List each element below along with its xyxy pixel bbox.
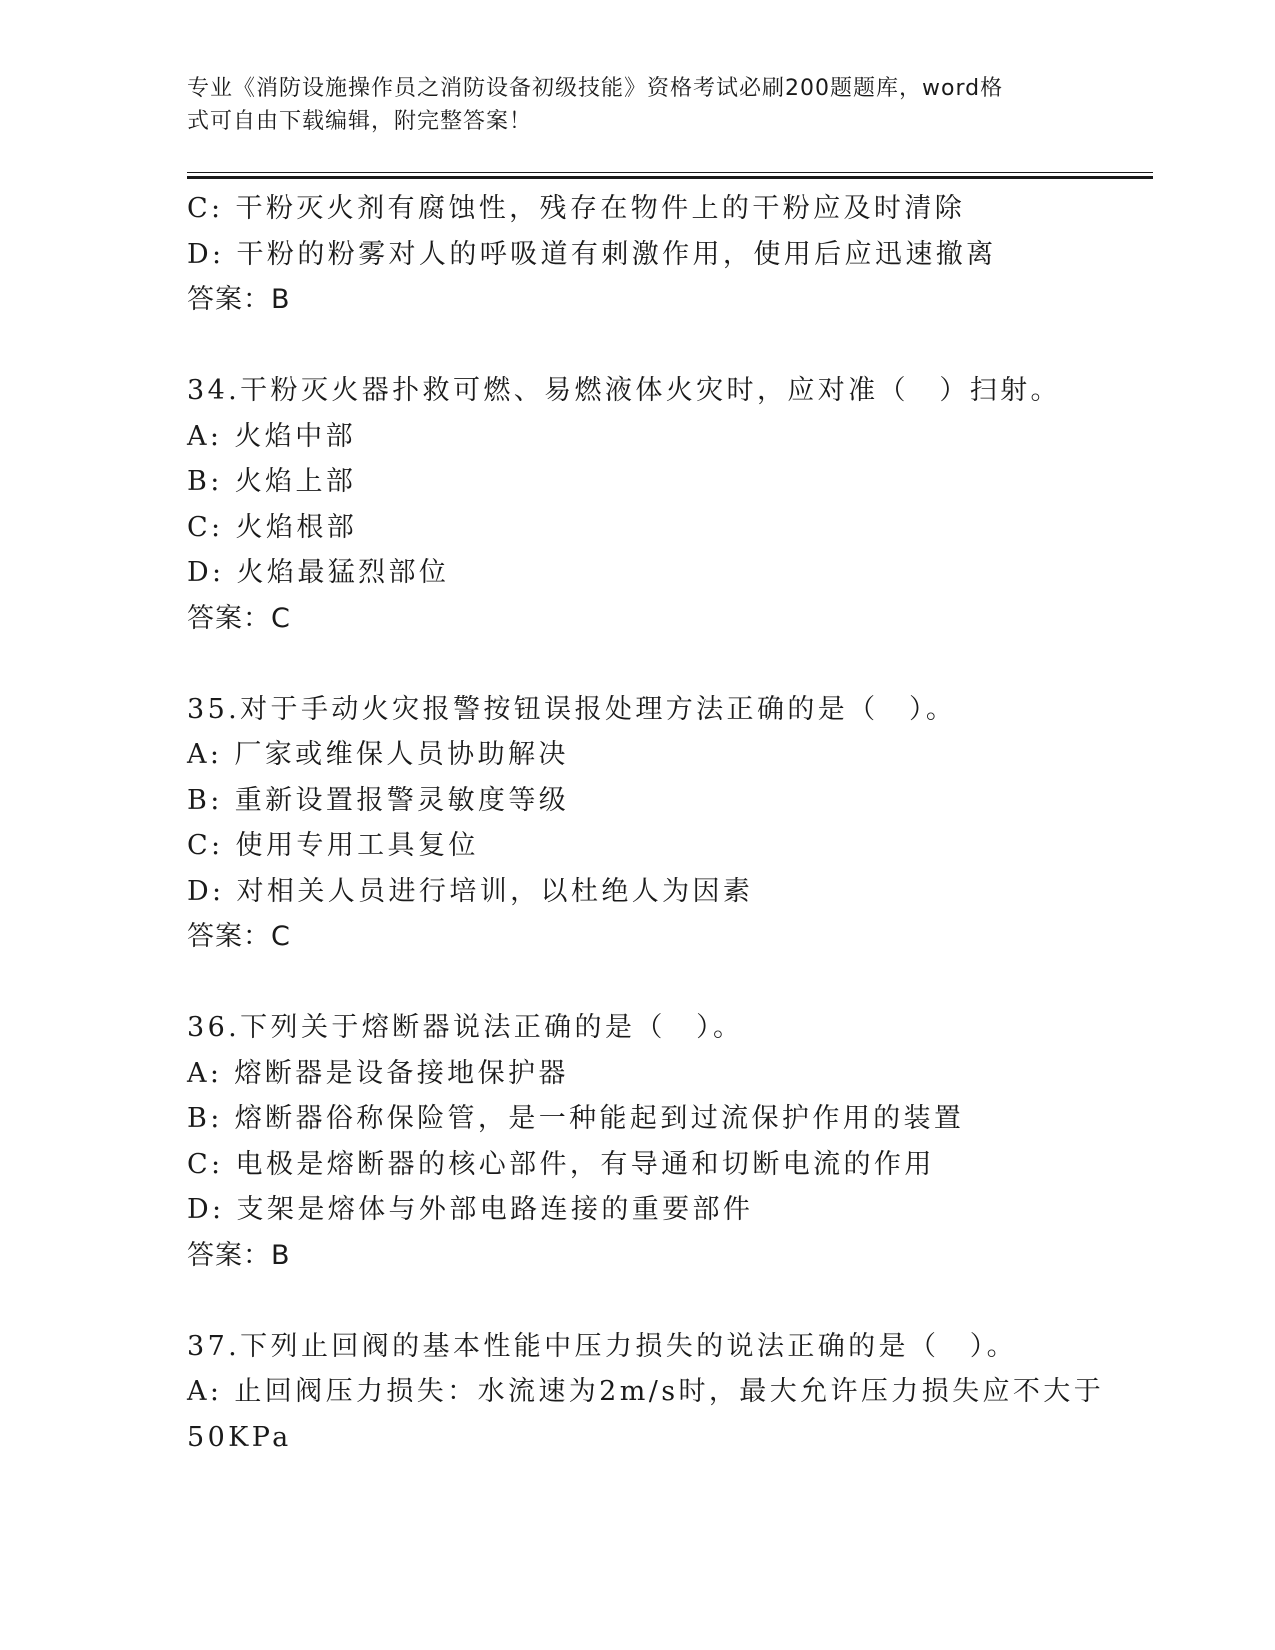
option-c: C: 干粉灭火剂有腐蚀性，残存在物件上的干粉应及时清除 — [187, 193, 966, 224]
header-divider-thin — [187, 172, 1153, 173]
prev-question-block — [187, 186, 1087, 323]
question-list — [187, 186, 1105, 1460]
question-stem: 34.干粉灭火器扑救可燃、易燃液体火灾时，应对准（ ）扫射。 — [187, 375, 1061, 406]
option-a-continuation: 50KPa — [187, 1421, 292, 1453]
question-36 — [187, 1005, 1087, 1278]
option-d: D: 支架是熔体与外部电路连接的重要部件 — [187, 1194, 754, 1225]
option-a: A: 止回阀压力损失：水流速为2m/s时，最大允许压力损失应不大于 — [187, 1376, 1105, 1407]
question-stem: 36.下列关于熔断器说法正确的是（ ）。 — [187, 1012, 744, 1043]
option-b: B: 熔断器俗称保险管，是一种能起到过流保护作用的装置 — [187, 1103, 965, 1134]
option-b: B: 重新设置报警灵敏度等级 — [187, 784, 570, 816]
question-stem: 35.对于手动火灾报警按钮误报处理方法正确的是（ ）。 — [187, 693, 957, 725]
answer-label: 答案：B — [187, 1239, 291, 1271]
option-d: D: 干粉的粉雾对人的呼吸道有刺激作用，使用后应迅速撤离 — [187, 238, 997, 270]
question-stem: 37.下列止回阀的基本性能中压力损失的说法正确的是（ ）。 — [187, 1330, 1018, 1362]
answer-label: 答案：B — [187, 284, 291, 315]
option-b: B: 火焰上部 — [187, 466, 357, 497]
option-a: A: 厂家或维保人员协助解决 — [187, 739, 569, 770]
option-d: D: 对相关人员进行培训，以杜绝人为因素 — [187, 875, 754, 907]
option-c: C: 使用专用工具复位 — [187, 830, 479, 861]
header-line-1: 专业《消防设施操作员之消防设备初级技能》资格考试必刷200题题库，word格 — [187, 76, 1004, 101]
document-header — [187, 72, 1067, 138]
option-a: A: 火焰中部 — [187, 420, 356, 452]
question-37 — [187, 1324, 1105, 1461]
option-c: C: 电极是熔断器的核心部件，有导通和切断电流的作用 — [187, 1148, 935, 1180]
header-line-2: 式可自由下载编辑，附完整答案！ — [187, 109, 533, 134]
question-35 — [187, 687, 1087, 960]
option-d: D: 火焰最猛烈部位 — [187, 557, 450, 588]
option-c: C: 火焰根部 — [187, 511, 358, 543]
question-34 — [187, 368, 1087, 641]
header-divider-thick — [187, 176, 1153, 179]
option-a: A: 熔断器是设备接地保护器 — [187, 1057, 569, 1089]
answer-label: 答案：C — [187, 602, 291, 634]
answer-label: 答案：C — [187, 921, 291, 952]
